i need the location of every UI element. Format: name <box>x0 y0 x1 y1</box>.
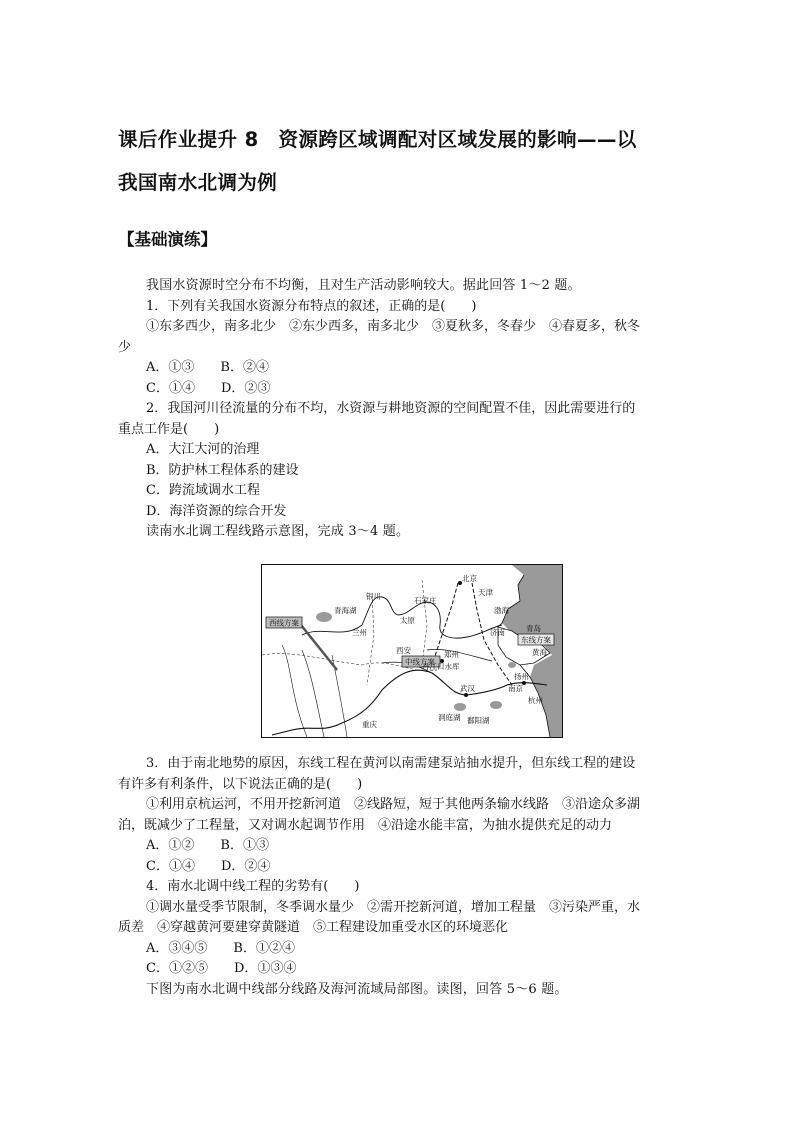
city-zhengzhou: 郑州 <box>444 650 459 659</box>
city-jinan: 济南 <box>490 628 505 637</box>
city-tianjin: 天津 <box>478 588 493 597</box>
intro-text-3-4: 读南水北调工程线路示意图，完成 3～4 题。 <box>146 524 410 539</box>
intro-text-1-2: 我国水资源时空分布不均衡，且对生产活动影响较大。据此回答 1～2 题。 <box>146 278 581 293</box>
q1-statements: ①东多西少，南多北少 ②东少西多，南多北少 ③夏秋多，冬春少 ④春夏多，秋冬 <box>146 319 641 334</box>
q4-options-row1: A．③④⑤ B．①②④ <box>146 940 295 956</box>
city-taiyuan: 太原 <box>400 616 415 625</box>
lake-dongting: 洞庭湖 <box>438 713 461 722</box>
qinghai-lake <box>316 612 332 622</box>
poyang-lake <box>490 701 502 709</box>
boundary-3 <box>422 580 427 665</box>
south-north-water-diversion-map <box>261 564 563 738</box>
city-yangzhou: 扬州 <box>514 672 529 681</box>
q2-stem-cont: 重点工作是( ) <box>118 421 220 437</box>
city-beijing: 北京 <box>462 574 477 583</box>
map-svg <box>262 565 562 737</box>
west-route-line <box>297 620 337 670</box>
city-qingdao: 青岛 <box>526 624 541 633</box>
lake-qinghai: 青海湖 <box>334 606 357 615</box>
dongting-lake <box>454 703 466 711</box>
city-wuhan: 武汉 <box>460 684 475 693</box>
middle-route-label: 中线方案 <box>405 657 435 667</box>
q2-stem: 2．我国河川径流量的分布不均，水资源与耕地资源的空间配置不佳，因此需要进行的 <box>146 401 636 416</box>
city-chongqing: 重庆 <box>362 720 377 729</box>
city-shijiazhuang: 石家庄 <box>414 596 437 605</box>
q1-options-row2: C．①④ D．②③ <box>146 380 271 396</box>
q1-statements-cont: 少 <box>118 339 132 355</box>
q3-options-row2: C．①④ D．②④ <box>146 858 271 874</box>
sea-huanghai: 黄海 <box>532 648 547 657</box>
city-nanjing: 南京 <box>508 684 523 693</box>
q3-statements-cont: 泊，既减少了工程量，又对调水起调节作用 ④沿途水能丰富，为抽水提供充足的动力 <box>118 817 613 833</box>
city-hangzhou: 杭州 <box>528 696 543 705</box>
sea-bohai: 渤海 <box>494 606 509 615</box>
q2-option-d: D．海洋资源的综合开发 <box>146 503 287 519</box>
city-xian: 西安 <box>396 646 411 655</box>
page-title <box>118 118 688 204</box>
q4-options-row2: C．①②⑤ D．①③④ <box>146 961 297 976</box>
city-yinchuan: 银川 <box>366 592 381 601</box>
yangtze-river <box>272 670 547 735</box>
q2-option-c: C．跨流域调水工程 <box>146 483 260 498</box>
q4-stem: 4．南水北调中线工程的劣势有( ) <box>146 879 360 894</box>
western-river-1 <box>282 645 307 737</box>
questions-1-2 <box>118 276 678 543</box>
hongze-lake <box>508 662 516 668</box>
west-route-label: 西线方案 <box>269 618 299 628</box>
east-route-label: 东线方案 <box>521 635 551 645</box>
section-heading: 【基础演练】 <box>118 230 217 249</box>
city-lanzhou: 兰州 <box>352 628 367 637</box>
q2-option-b: B．防护林工程体系的建设 <box>146 462 299 478</box>
wuhan-marker <box>464 693 468 697</box>
intro-text-5-6: 下图为南水北调中线部分线路及海河流域局部图。读图，回答 5～6 题。 <box>146 981 568 997</box>
danjiangkou-label: 丹江口水库 <box>422 662 460 671</box>
q3-statements: ①利用京杭运河，不用开挖新河道 ②线路短，短于其他两条输水线路 ③沿途众多湖 <box>146 797 641 812</box>
q4-statements: ①调水量受季节限制，冬季调水量少 ②需开挖新河道，增加工程量 ③污染严重，水 <box>146 899 641 915</box>
q3-options-row1: A．①② B．①③ <box>146 838 269 853</box>
boundary-2 <box>367 595 374 685</box>
page-title-line2: 我国南水北调为例 <box>118 171 278 194</box>
q3-stem: 3．由于南北地势的原因，东线工程在黄河以南需建泵站抽水提升，但东线工程的建设 <box>146 756 636 771</box>
q1-options-row1: A．①③ B．②④ <box>146 360 269 375</box>
q3-stem-cont: 有许多有利条件，以下说法正确的是( ) <box>118 776 363 792</box>
q2-option-a: A．大江大河的治理 <box>146 442 260 457</box>
questions-3-4 <box>118 754 678 1000</box>
q4-statements-cont: 质差 ④穿越黄河要建穿黄隧道 ⑤工程建设加重受水区的环境恶化 <box>118 920 509 935</box>
q1-stem: 1．下列有关我国水资源分布特点的叙述，正确的是( ) <box>146 298 477 314</box>
page-title-line1: 课后作业提升 8 资源跨区域调配对区域发展的影响——以 <box>118 128 637 151</box>
lake-poyang: 鄱阳湖 <box>467 716 490 725</box>
western-river-2 <box>302 650 324 737</box>
